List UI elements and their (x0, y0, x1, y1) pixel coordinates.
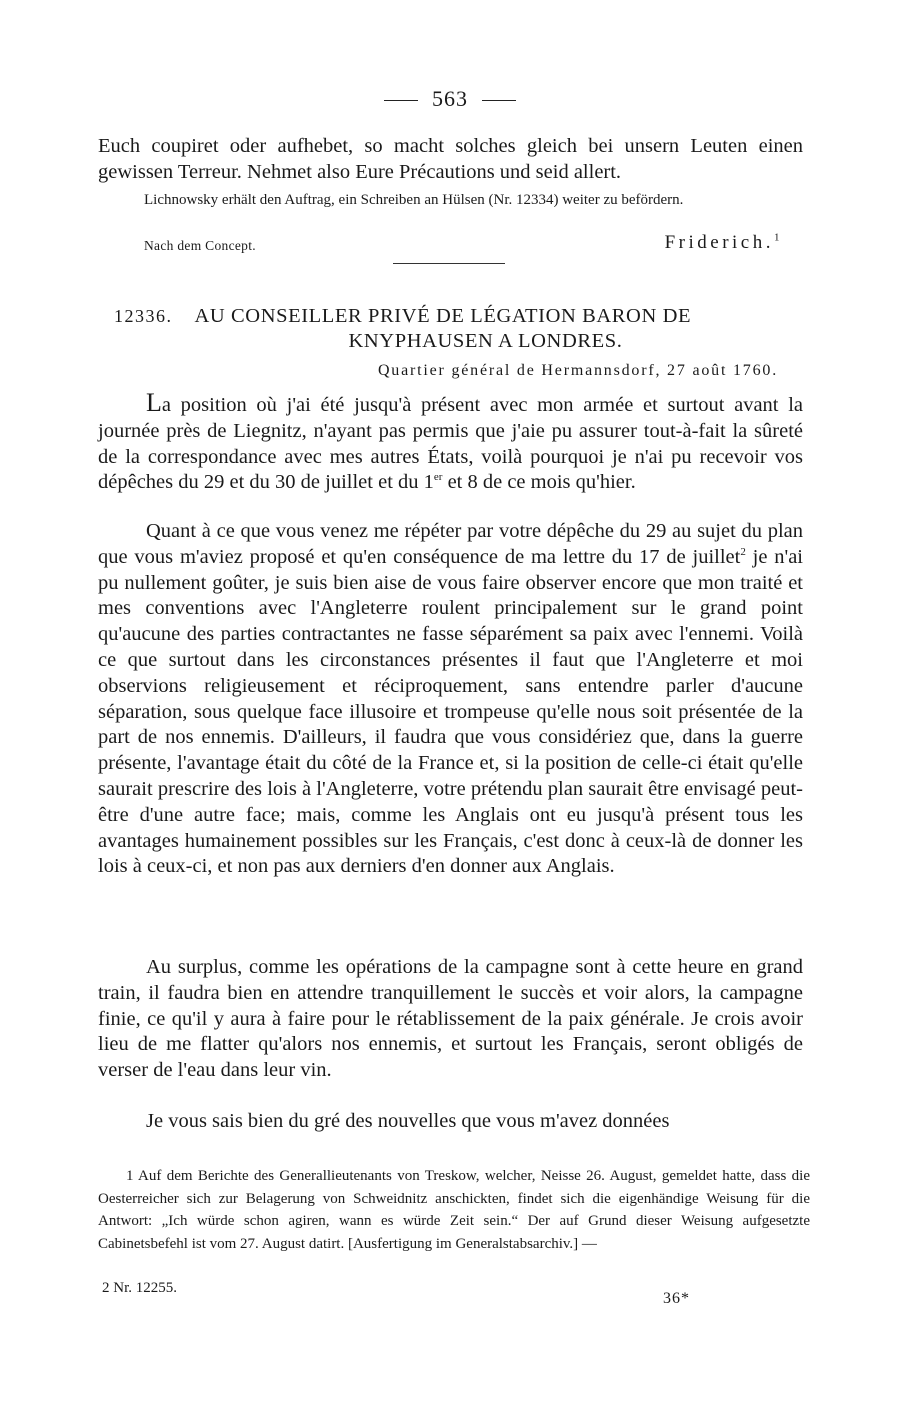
paragraph-2: Quant à ce que vous venez me répéter par votre dépêche du 29 au sujet du plan que vous m'aviez proposé et qu'en conséquence de ma lettre du 17 de juillet$^2$ je n'ai pu nullement goûter, je suis bien aise de vous faire observer encore que mon traité et mes conventions avec l'Angleterre roulent principalement sur le grand point qu'aucune des parties contractantes ne fasse séparément sa paix avec l'ennemi. Voilà ce que surtout dans les circonstances présentes il faut que l'Angleterre et moi observions religieusement et réciproquement, sans entendre parler d'aucune séparation, sous quelque face illusoire et trompeuse qu'elle nous soit présentée de la part de nos ennemis. D'ailleurs, il faudra que vous considériez que, dans la guerre présente, l'avantage était du côté de la France et, si la position de celle-ci était qu'elle saurait prescrire des lois à l'Angleterre, votre prétendu plan saurait être envisagé peut-être d'une autre face; mais, comme les Anglais ont eu jusqu'à présent tous les avantages humainement possibles sur les Français, c'est donc à ceux-là de donner les lois à ceux-ci, et non pas aux derniers d'en donner aux Anglais. (98, 520, 803, 878)
paragraph-1: La position où j'ai été jusqu'à présent avec mon armée et surtout avant la journée près de Liegnitz, n'ayant pas permis que j'aie pu assurer tout-à-fait la sûreté de la correspondance avec mes autres États, voilà pourquoi je n'ai pu recevoir vos dépêches du 29 et du 30 de juillet et du 1er et 8 de ce mois qu'hier. (98, 388, 803, 494)
page-number: 563 (0, 86, 900, 112)
footnote-ref-2: 2 (740, 545, 746, 558)
footnote-ref-1: 1 (774, 231, 783, 244)
letter-heading (98, 304, 803, 354)
paragraph-3: Au surplus, comme les opérations de la campagne sont à cette heure en grand train, il faudra bien en attendre tranquillement le succès et voir alors, la campagne finie, ce qu'il y aura à faire pour le rétablissement de la paix générale. Je crois avoir lieu de me flatter qu'alors nos ennemis, et surtout les Français, seront obligés de verser de l'eau dans leur vin. (98, 956, 803, 1082)
footnote-2-mark: 2 (102, 1280, 110, 1296)
heading-line-2: KNYPHAUSEN A LONDRES. (348, 330, 623, 352)
source-note: Nach dem Concept. (144, 238, 256, 253)
footnote-2: 2 Nr. 12255. (102, 1280, 177, 1296)
paragraph-4: Je vous sais bien du gré des nouvelles que vous m'avez données (146, 1110, 670, 1132)
place-date: Quartier général de Hermannsdorf, 27 août 1760. (377, 362, 778, 379)
carryover-paragraph: Euch coupiret oder aufhebet, so macht solches gleich bei unsern Leuten einen gewissen Terreur. Nehmet also Eure Précautions und seid allert. (98, 135, 803, 183)
letter-number: 12336. (114, 306, 173, 326)
heading-line-1: AU CONSEILLER PRIVÉ DE LÉGATION BARON DE (194, 305, 692, 327)
footnote-1: 1 Auf dem Berichte des Generallieutenants von Treskow, welcher, Neisse 26. August, gemeldet hatte, dass die Oesterreicher sich zur Belagerung von Schweidnitz anschickten, findet sich die eigenhändige Weisung für die Antwort: „Ich würde schon agiren, wann es würde Zeit sein.“ Der auf Grund dieser Weisung aufgesetzte Cabinetsbefehl ist vom 27. August datirt. [Ausfertigung im Generalstabsarchiv.] — (98, 1168, 810, 1252)
page-number-dash-left (384, 100, 418, 101)
closing-row (98, 232, 803, 260)
lichnowsky-note: Lichnowsky erhält den Auftrag, ein Schreiben an Hülsen (Nr. 12334) weiter zu befördern. (144, 192, 684, 208)
page-number-dash-right (482, 100, 516, 101)
footnote-1-mark: 1 (126, 1168, 134, 1184)
section-divider (393, 263, 505, 264)
signature-mark: 36* (663, 1290, 690, 1307)
signature: Friderich.$^1$ (664, 231, 783, 253)
